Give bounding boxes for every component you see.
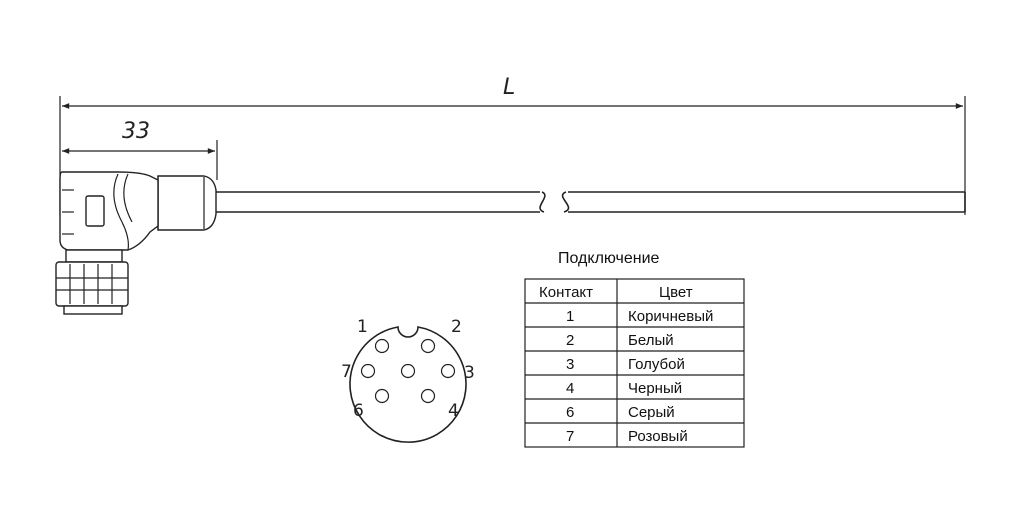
table-header-contact: Контакт (539, 284, 594, 301)
pin-1-socket (376, 340, 389, 353)
pin-4-socket (422, 390, 435, 403)
pin-label-7: 7 (341, 362, 352, 382)
table-row (566, 356, 685, 373)
table-cell-color: Розовый (628, 428, 688, 445)
table-header-color: Цвет (659, 284, 693, 301)
table-cell-color: Белый (628, 332, 674, 349)
pin-label-6: 6 (353, 401, 364, 421)
pin-label-1: 1 (357, 317, 368, 337)
table-cell-color: Черный (628, 380, 683, 397)
pin-label-2: 2 (451, 317, 462, 337)
table-cell-color: Серый (628, 404, 675, 421)
connection-table (525, 250, 744, 447)
pin-3-socket (442, 365, 455, 378)
pin-6-socket (376, 390, 389, 403)
table-title: Подключение (558, 250, 660, 267)
table-cell-contact: 4 (566, 380, 575, 397)
cable-break-symbol (540, 192, 569, 212)
table-cell-contact: 6 (566, 404, 575, 421)
table-cell-color: Голубой (628, 356, 685, 373)
pin-label-3: 3 (464, 363, 475, 383)
table-row (566, 332, 674, 349)
dimension-total-label: L (503, 75, 516, 100)
table-row (566, 308, 713, 325)
pin-7-socket (362, 365, 375, 378)
pinout-face (341, 317, 475, 442)
table-cell-color: Коричневый (628, 308, 714, 325)
cable (216, 192, 965, 212)
dimension-connector-length (62, 119, 217, 180)
table-cell-contact: 3 (566, 356, 575, 373)
table-cell-contact: 2 (566, 332, 575, 349)
pin-center-socket (402, 365, 415, 378)
table-row (566, 404, 675, 421)
pin-label-4: 4 (448, 401, 459, 421)
table-row (566, 380, 682, 397)
table-cell-contact: 7 (566, 428, 575, 445)
table-cell-contact: 1 (566, 308, 575, 325)
angled-connector (56, 172, 216, 314)
dimension-connector-label: 33 (122, 119, 150, 144)
table-row (566, 428, 688, 445)
pin-2-socket (422, 340, 435, 353)
